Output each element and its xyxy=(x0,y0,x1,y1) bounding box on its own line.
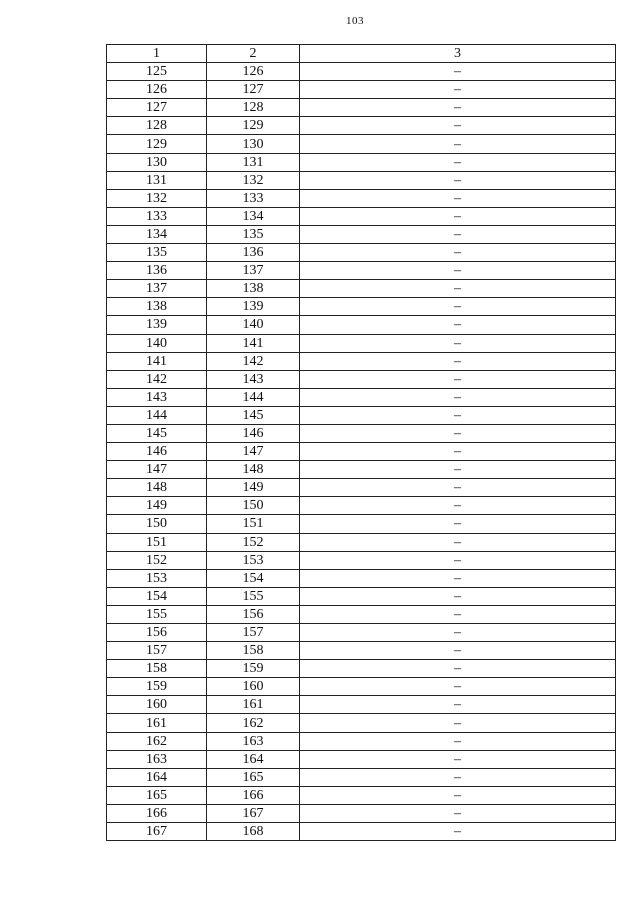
table-cell-col-2: 159 xyxy=(207,660,300,678)
table-cell-col-2: 140 xyxy=(207,316,300,334)
table-row xyxy=(107,207,616,225)
table-cell-col-1: 158 xyxy=(107,660,207,678)
table-body xyxy=(107,63,616,841)
data-table xyxy=(106,44,616,841)
table-cell-col-1: 127 xyxy=(107,99,207,117)
table-row xyxy=(107,81,616,99)
table-cell-col-3: – xyxy=(300,551,616,569)
table-row xyxy=(107,624,616,642)
table-cell-col-2: 164 xyxy=(207,750,300,768)
table-cell-col-1: 140 xyxy=(107,334,207,352)
table-cell-col-1: 134 xyxy=(107,225,207,243)
table-cell-col-3: – xyxy=(300,135,616,153)
table-row xyxy=(107,678,616,696)
table-row xyxy=(107,714,616,732)
table-row xyxy=(107,99,616,117)
table-cell-col-3: – xyxy=(300,99,616,117)
table-cell-col-2: 162 xyxy=(207,714,300,732)
table-cell-col-2: 166 xyxy=(207,786,300,804)
table-cell-col-1: 157 xyxy=(107,642,207,660)
table-cell-col-1: 129 xyxy=(107,135,207,153)
table-cell-col-2: 168 xyxy=(207,823,300,841)
table-row xyxy=(107,370,616,388)
table-cell-col-1: 147 xyxy=(107,461,207,479)
table-row xyxy=(107,605,616,623)
table-row xyxy=(107,171,616,189)
table-row xyxy=(107,642,616,660)
table-cell-col-3: – xyxy=(300,732,616,750)
table-cell-col-1: 156 xyxy=(107,624,207,642)
table-cell-col-1: 139 xyxy=(107,316,207,334)
table-row xyxy=(107,750,616,768)
table-cell-col-2: 128 xyxy=(207,99,300,117)
table-cell-col-3: – xyxy=(300,153,616,171)
table-cell-col-2: 143 xyxy=(207,370,300,388)
table-cell-col-3: – xyxy=(300,714,616,732)
table-cell-col-3: – xyxy=(300,424,616,442)
table-row xyxy=(107,189,616,207)
table-row xyxy=(107,225,616,243)
table-cell-col-3: – xyxy=(300,569,616,587)
table-cell-col-2: 154 xyxy=(207,569,300,587)
table-cell-col-2: 151 xyxy=(207,515,300,533)
table-cell-col-3: – xyxy=(300,370,616,388)
table-cell-col-1: 144 xyxy=(107,406,207,424)
table-row xyxy=(107,117,616,135)
column-header-1: 1 xyxy=(107,45,207,63)
table-cell-col-3: – xyxy=(300,587,616,605)
table-cell-col-1: 167 xyxy=(107,823,207,841)
table-cell-col-3: – xyxy=(300,388,616,406)
table-cell-col-2: 136 xyxy=(207,244,300,262)
table-cell-col-2: 155 xyxy=(207,587,300,605)
table-row xyxy=(107,280,616,298)
table-cell-col-1: 166 xyxy=(107,804,207,822)
table-cell-col-1: 149 xyxy=(107,497,207,515)
table-cell-col-1: 128 xyxy=(107,117,207,135)
table-cell-col-1: 142 xyxy=(107,370,207,388)
table-cell-col-1: 152 xyxy=(107,551,207,569)
table-row xyxy=(107,768,616,786)
table-cell-col-1: 153 xyxy=(107,569,207,587)
table-cell-col-3: – xyxy=(300,660,616,678)
table-cell-col-3: – xyxy=(300,750,616,768)
table-cell-col-1: 143 xyxy=(107,388,207,406)
table-cell-col-2: 127 xyxy=(207,81,300,99)
table-row xyxy=(107,533,616,551)
table-cell-col-2: 126 xyxy=(207,63,300,81)
table-row xyxy=(107,244,616,262)
table-cell-col-3: – xyxy=(300,678,616,696)
page-number: 103 xyxy=(346,15,364,27)
table-cell-col-3: – xyxy=(300,225,616,243)
table-cell-col-2: 150 xyxy=(207,497,300,515)
table-cell-col-1: 161 xyxy=(107,714,207,732)
table-cell-col-2: 144 xyxy=(207,388,300,406)
table-cell-col-1: 133 xyxy=(107,207,207,225)
table-row xyxy=(107,334,616,352)
table-cell-col-1: 165 xyxy=(107,786,207,804)
table-cell-col-1: 125 xyxy=(107,63,207,81)
table-cell-col-2: 160 xyxy=(207,678,300,696)
table-row xyxy=(107,587,616,605)
table-cell-col-2: 149 xyxy=(207,479,300,497)
table-row xyxy=(107,823,616,841)
table-cell-col-1: 141 xyxy=(107,352,207,370)
table-row xyxy=(107,388,616,406)
table-cell-col-3: – xyxy=(300,696,616,714)
table-cell-col-1: 126 xyxy=(107,81,207,99)
table-row xyxy=(107,660,616,678)
table-cell-col-2: 163 xyxy=(207,732,300,750)
table-cell-col-1: 150 xyxy=(107,515,207,533)
table-cell-col-2: 157 xyxy=(207,624,300,642)
table-cell-col-1: 164 xyxy=(107,768,207,786)
table-cell-col-3: – xyxy=(300,642,616,660)
table-cell-col-3: – xyxy=(300,171,616,189)
table-row xyxy=(107,732,616,750)
table-cell-col-2: 138 xyxy=(207,280,300,298)
table-cell-col-2: 146 xyxy=(207,424,300,442)
table-cell-col-3: – xyxy=(300,207,616,225)
table-row xyxy=(107,63,616,81)
table-cell-col-3: – xyxy=(300,81,616,99)
table-cell-col-1: 163 xyxy=(107,750,207,768)
table-cell-col-2: 139 xyxy=(207,298,300,316)
table-row xyxy=(107,515,616,533)
table-cell-col-1: 130 xyxy=(107,153,207,171)
table-row xyxy=(107,406,616,424)
table-cell-col-3: – xyxy=(300,352,616,370)
table-cell-col-3: – xyxy=(300,479,616,497)
table-row xyxy=(107,551,616,569)
table-cell-col-3: – xyxy=(300,280,616,298)
table-row xyxy=(107,352,616,370)
table-cell-col-1: 159 xyxy=(107,678,207,696)
table-cell-col-1: 131 xyxy=(107,171,207,189)
table-row xyxy=(107,804,616,822)
table-cell-col-3: – xyxy=(300,244,616,262)
table-cell-col-2: 142 xyxy=(207,352,300,370)
table-cell-col-3: – xyxy=(300,334,616,352)
table-cell-col-3: – xyxy=(300,316,616,334)
table-cell-col-2: 145 xyxy=(207,406,300,424)
table-cell-col-2: 135 xyxy=(207,225,300,243)
table-header-row xyxy=(107,45,616,63)
table-cell-col-2: 131 xyxy=(207,153,300,171)
table-cell-col-3: – xyxy=(300,515,616,533)
table-row xyxy=(107,298,616,316)
table-cell-col-1: 148 xyxy=(107,479,207,497)
table-cell-col-3: – xyxy=(300,804,616,822)
table-row xyxy=(107,262,616,280)
table-row xyxy=(107,443,616,461)
table-cell-col-3: – xyxy=(300,768,616,786)
table-cell-col-1: 137 xyxy=(107,280,207,298)
table-cell-col-3: – xyxy=(300,189,616,207)
table-cell-col-3: – xyxy=(300,63,616,81)
table-cell-col-2: 141 xyxy=(207,334,300,352)
table-cell-col-2: 153 xyxy=(207,551,300,569)
table-cell-col-1: 135 xyxy=(107,244,207,262)
table-cell-col-3: – xyxy=(300,533,616,551)
table-row xyxy=(107,135,616,153)
table-cell-col-1: 151 xyxy=(107,533,207,551)
table-cell-col-2: 133 xyxy=(207,189,300,207)
table-cell-col-2: 152 xyxy=(207,533,300,551)
table-cell-col-2: 158 xyxy=(207,642,300,660)
table-cell-col-1: 132 xyxy=(107,189,207,207)
table-row xyxy=(107,424,616,442)
table-cell-col-2: 132 xyxy=(207,171,300,189)
column-header-2: 2 xyxy=(207,45,300,63)
table-row xyxy=(107,461,616,479)
table-cell-col-3: – xyxy=(300,823,616,841)
table-cell-col-3: – xyxy=(300,117,616,135)
table-cell-col-1: 162 xyxy=(107,732,207,750)
table-cell-col-1: 160 xyxy=(107,696,207,714)
table-cell-col-2: 130 xyxy=(207,135,300,153)
table-cell-col-2: 165 xyxy=(207,768,300,786)
table-cell-col-2: 156 xyxy=(207,605,300,623)
table-cell-col-3: – xyxy=(300,443,616,461)
table-row xyxy=(107,316,616,334)
table-cell-col-3: – xyxy=(300,624,616,642)
table-cell-col-2: 129 xyxy=(207,117,300,135)
table-cell-col-1: 154 xyxy=(107,587,207,605)
table-cell-col-2: 134 xyxy=(207,207,300,225)
table-cell-col-2: 137 xyxy=(207,262,300,280)
table-cell-col-3: – xyxy=(300,406,616,424)
table-cell-col-2: 147 xyxy=(207,443,300,461)
table-cell-col-1: 136 xyxy=(107,262,207,280)
table-cell-col-3: – xyxy=(300,605,616,623)
table-cell-col-1: 146 xyxy=(107,443,207,461)
column-header-3: 3 xyxy=(300,45,616,63)
table-cell-col-1: 145 xyxy=(107,424,207,442)
table-row xyxy=(107,497,616,515)
table-cell-col-2: 161 xyxy=(207,696,300,714)
table-row xyxy=(107,153,616,171)
table-cell-col-3: – xyxy=(300,262,616,280)
table-row xyxy=(107,786,616,804)
table-row xyxy=(107,696,616,714)
table-cell-col-2: 167 xyxy=(207,804,300,822)
table-row xyxy=(107,569,616,587)
table-cell-col-3: – xyxy=(300,786,616,804)
table-cell-col-3: – xyxy=(300,461,616,479)
table-cell-col-2: 148 xyxy=(207,461,300,479)
table-cell-col-1: 138 xyxy=(107,298,207,316)
table-row xyxy=(107,479,616,497)
table-cell-col-3: – xyxy=(300,298,616,316)
table-cell-col-3: – xyxy=(300,497,616,515)
table-cell-col-1: 155 xyxy=(107,605,207,623)
